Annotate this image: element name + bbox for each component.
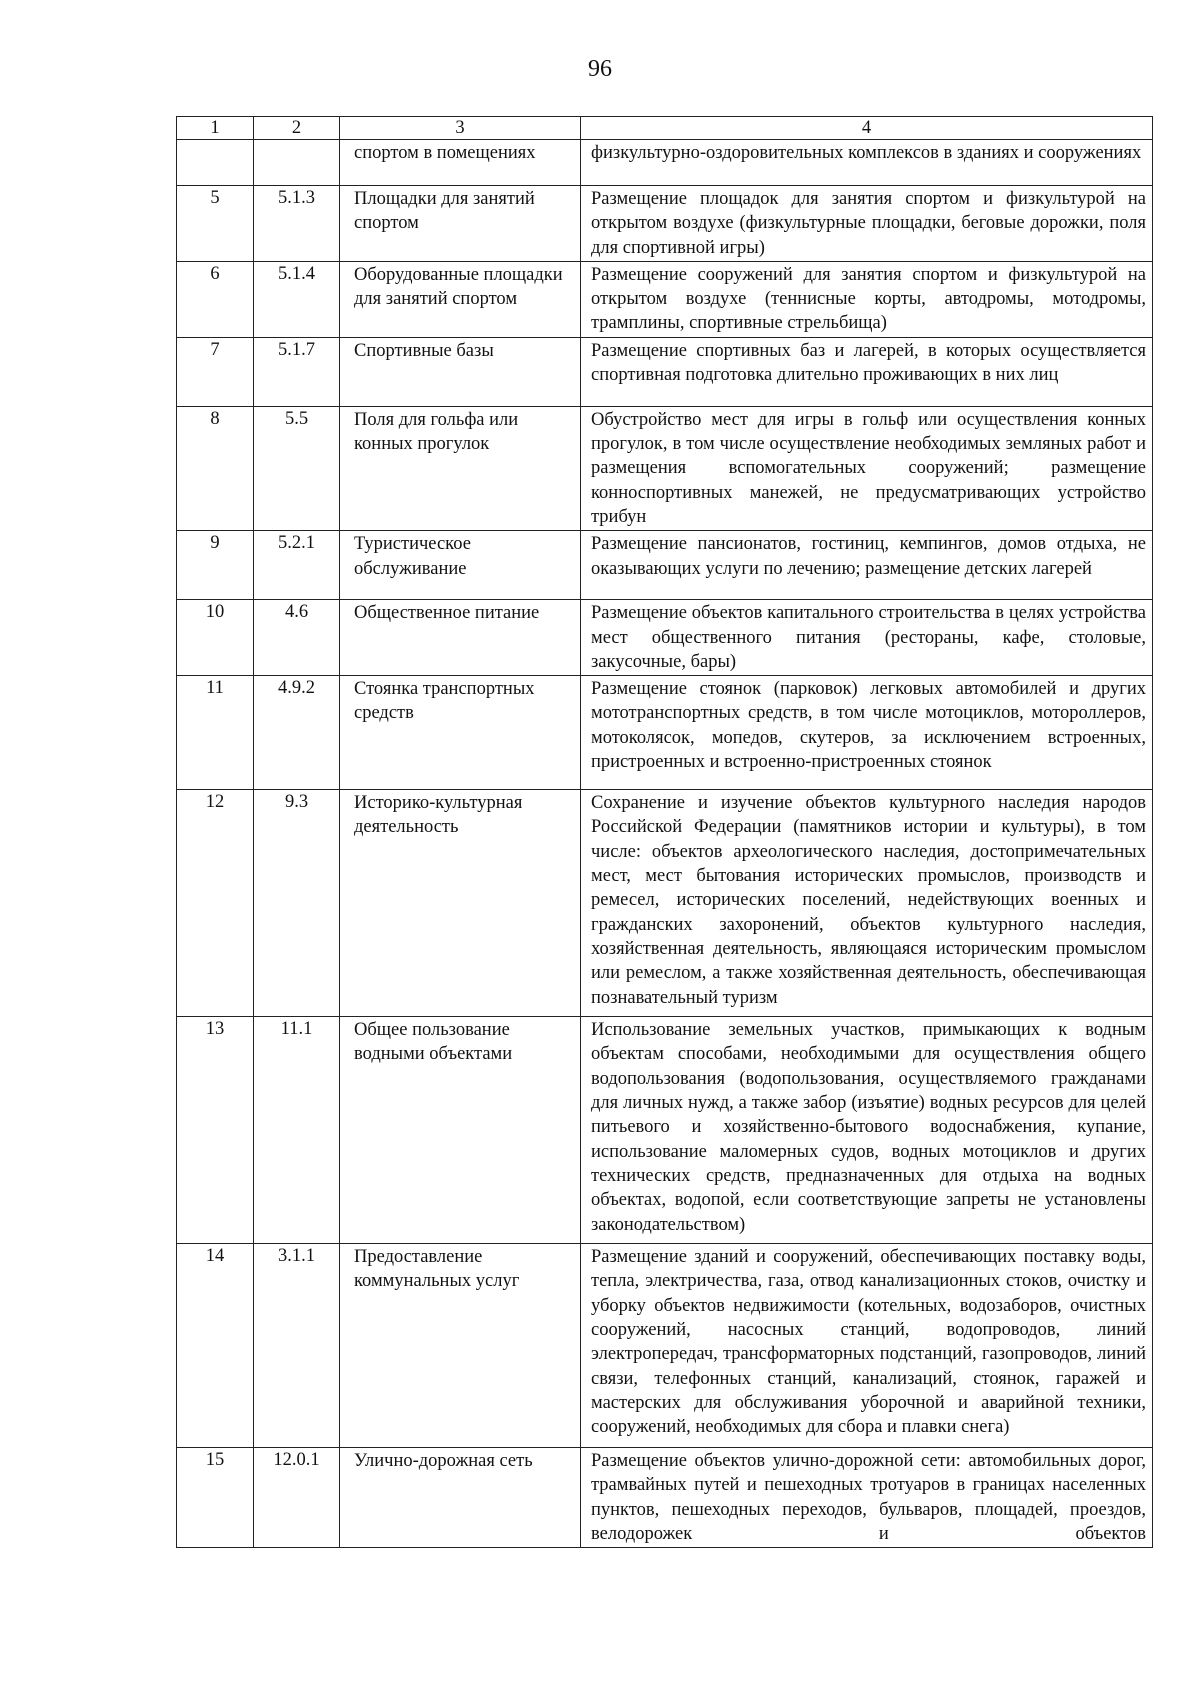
- table-row: [177, 186, 1153, 262]
- row-number-cell: 15: [177, 1448, 254, 1548]
- row-description-cell: Размещение стоянок (парковок) легковых автомобилей и других мототранспортных средств, в том числе мотоциклов, мотороллеров, мотоколясок, мопедов, скутеров, за исключением встроенных, пристроенных и встроенно-пристроенных стоянок: [581, 676, 1153, 790]
- row-number-cell: 9: [177, 531, 254, 600]
- row-name-cell: Поля для гольфа или конных прогулок: [340, 406, 581, 530]
- row-description-cell: физкультурно-оздоровительных комплексов в зданиях и сооружениях: [581, 140, 1153, 186]
- header-cell-3: 3: [340, 117, 581, 140]
- row-number-cell: 10: [177, 600, 254, 676]
- row-description-cell: Обустройство мест для игры в гольф или осуществления конных прогулок, в том числе осуществление необходимых земляных работ и размещения вспомогательных сооружений; размещение конноспортивных манежей, не предусматривающих устройство трибун: [581, 406, 1153, 530]
- row-description-cell: Размещение сооружений для занятия спортом и физкультурой на открытом воздухе (теннисные корты, автодромы, мотодромы, трамплины, спортивные стрельбища): [581, 261, 1153, 337]
- row-description-cell: Размещение объектов улично-дорожной сети: автомобильных дорог, трамвайных путей и пешеходных тротуаров в границах населенных пунктов, пешеходных переходов, бульваров, площадей, проездов, велодорожек и объектов: [581, 1448, 1153, 1548]
- table-row: [177, 1448, 1153, 1548]
- table-row: [177, 337, 1153, 406]
- table-row: [177, 140, 1153, 186]
- table-row: [177, 406, 1153, 530]
- row-number-cell: 8: [177, 406, 254, 530]
- row-number-cell: 14: [177, 1244, 254, 1448]
- header-cell-2: 2: [254, 117, 340, 140]
- row-description-cell: Размещение пансионатов, гостиниц, кемпингов, домов отдыха, не оказывающих услуги по лечению; размещение детских лагерей: [581, 531, 1153, 600]
- row-code-cell: 5.1.7: [254, 337, 340, 406]
- table-row: [177, 1017, 1153, 1244]
- row-code-cell: 5.5: [254, 406, 340, 530]
- row-description-cell: Сохранение и изучение объектов культурного наследия народов Российской Федерации (памятников истории и культуры), в том числе: объектов археологического наследия, достопримечательных мест, мест бытования исторических промыслов, производств и ремесел, исторических поселений, недействующих военных и гражданских захоронений, объектов культурного наследия, хозяйственная деятельность, являющаяся историческим промыслом или ремеслом, а также хозяйственная деятельность, обеспечивающая познавательный туризм: [581, 790, 1153, 1017]
- row-code-cell: 5.2.1: [254, 531, 340, 600]
- row-code-cell: 3.1.1: [254, 1244, 340, 1448]
- row-description-cell: Использование земельных участков, примыкающих к водным объектам способами, необходимыми для осуществления общего водопользования (водопользования, осуществляемого гражданами для личных нужд, а также забор (изъятие) водных ресурсов для целей питьевого и хозяйственно-бытового водоснабжения, купание, использование маломерных судов, водных мотоциклов и других технических средств, предназначенных для отдыха на водных объектах, водопой, если соответствующие запреты не установлены законодательством): [581, 1017, 1153, 1244]
- row-description-cell: Размещение зданий и сооружений, обеспечивающих поставку воды, тепла, электричества, газа, отвод канализационных стоков, очистку и уборку объектов недвижимости (котельных, водозаборов, очистных сооружений, насосных станций, водопроводов, линий электропередач, трансформаторных подстанций, газопроводов, линий связи, телефонных станций, канализаций, стоянок, гаражей и мастерских для обслуживания уборочной и аварийной техники, сооружений, необходимых для сбора и плавки снега): [581, 1244, 1153, 1448]
- land-use-table: [176, 116, 1153, 1548]
- row-code-cell: 9.3: [254, 790, 340, 1017]
- row-number-cell: 6: [177, 261, 254, 337]
- row-description-cell: Размещение объектов капитального строительства в целях устройства мест общественного питания (рестораны, кафе, столовые, закусочные, бары): [581, 600, 1153, 676]
- row-code-cell: [254, 140, 340, 186]
- table-row: [177, 261, 1153, 337]
- table-row: [177, 1244, 1153, 1448]
- row-description-cell: Размещение спортивных баз и лагерей, в которых осуществляется спортивная подготовка длительно проживающих в них лиц: [581, 337, 1153, 406]
- page-number: 96: [588, 56, 612, 82]
- row-name-cell: Туристическое обслуживание: [340, 531, 581, 600]
- row-name-cell: Оборудованные площадки для занятий спортом: [340, 261, 581, 337]
- table-header-row: [177, 117, 1153, 140]
- row-name-cell: Улично-дорожная сеть: [340, 1448, 581, 1548]
- row-number-cell: 7: [177, 337, 254, 406]
- row-name-cell: Стоянка транспортных средств: [340, 676, 581, 790]
- row-name-cell: Площадки для занятий спортом: [340, 186, 581, 262]
- row-number-cell: 12: [177, 790, 254, 1017]
- row-number-cell: 11: [177, 676, 254, 790]
- row-name-cell: Общее пользование водными объектами: [340, 1017, 581, 1244]
- row-code-cell: 11.1: [254, 1017, 340, 1244]
- row-name-cell: Общественное питание: [340, 600, 581, 676]
- table-row: [177, 676, 1153, 790]
- row-name-cell: Предоставление коммунальных услуг: [340, 1244, 581, 1448]
- row-name-cell: Спортивные базы: [340, 337, 581, 406]
- row-name-cell: спортом в помещениях: [340, 140, 581, 186]
- table-row: [177, 790, 1153, 1017]
- row-code-cell: 4.9.2: [254, 676, 340, 790]
- row-description-cell: Размещение площадок для занятия спортом и физкультурой на открытом воздухе (физкультурные площадки, беговые дорожки, поля для спортивной игры): [581, 186, 1153, 262]
- row-code-cell: 5.1.3: [254, 186, 340, 262]
- row-number-cell: [177, 140, 254, 186]
- row-code-cell: 12.0.1: [254, 1448, 340, 1548]
- header-cell-4: 4: [581, 117, 1153, 140]
- table-row: [177, 600, 1153, 676]
- row-name-cell: Историко-культурная деятельность: [340, 790, 581, 1017]
- row-code-cell: 4.6: [254, 600, 340, 676]
- row-number-cell: 13: [177, 1017, 254, 1244]
- row-number-cell: 5: [177, 186, 254, 262]
- table-row: [177, 531, 1153, 600]
- header-cell-1: 1: [177, 117, 254, 140]
- row-code-cell: 5.1.4: [254, 261, 340, 337]
